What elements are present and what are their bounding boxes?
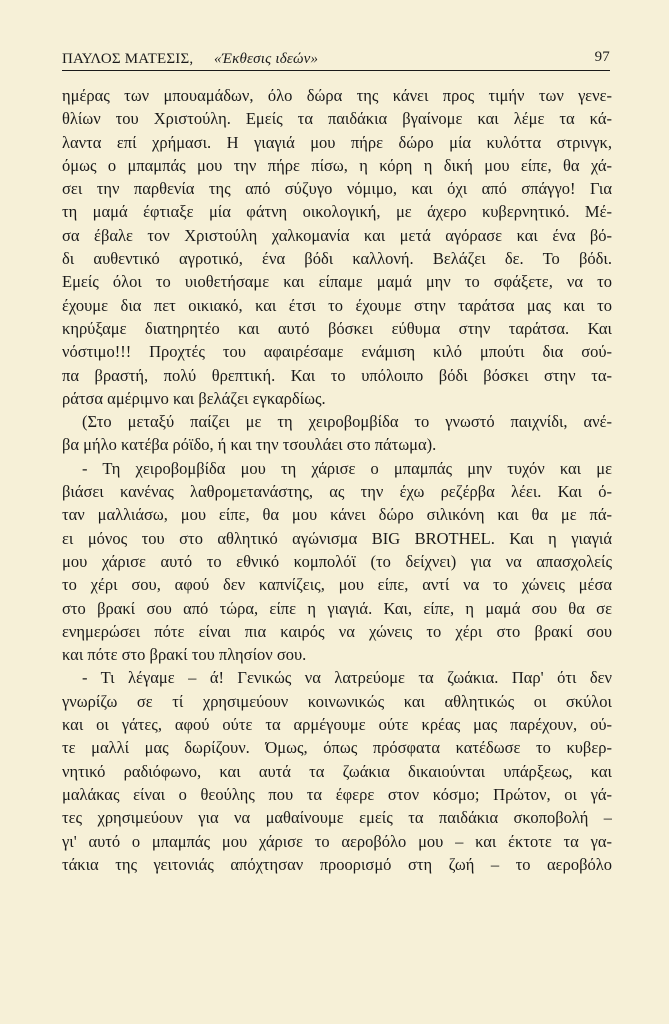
text-line: δι αυθεντικό αγροτικό, ένα βόδι καλλονή. Βελάζει δε. Το βόδι. xyxy=(62,249,612,269)
text-line: - Τι λέγαμε – ά! Γενικώς να λατρεύομε τα ζωάκια. Παρ' ότι δεν xyxy=(82,668,612,688)
text-line: λαντα επί χρήμασι. Η γιαγιά μου πήρε δώρο μία κυλόττα στρινγκ, xyxy=(62,132,612,152)
text-line: και οι γάτες, αφού ούτε τα αρμέγουμε ούτε κρέας μας παρέχουν, ού- xyxy=(62,715,612,735)
text-line: στο βρακί σου από τώρα, είπε η γιαγιά. Και, είπε, η μαμά σου θα σε xyxy=(62,598,612,618)
header-rule xyxy=(62,70,610,71)
page-number: 97 xyxy=(594,49,610,65)
text-line: τε μαλλί μας δωρίζουν. Όμως, όπως πρόσφατα κατέδωσε το κυβερ- xyxy=(62,738,612,758)
text-line: τη μαμά έφτιαξε μία φάτνη οικολογική, με άχερο κυβερνητικό. Μέ- xyxy=(62,202,612,222)
text-line: Εμείς όλοι το υιοθετήσαμε και είπαμε μαμά μην το σφάξετε, να το xyxy=(62,272,612,292)
text-line: νόστιμο!!! Προχτές του αφαιρέσαμε ενάμιση κιλό μπούτι δια σού- xyxy=(62,342,612,362)
text-line: τάκια της γειτονιάς απόχτησαν προορισμό στη ζωή – το αεροβόλο xyxy=(62,854,612,874)
header-book-title: «Έκθεσις ιδεών» xyxy=(214,51,319,67)
text-line: σει την παρθενία της από σύζυγο νόμιμο, και όχι από σπάγγο! Για xyxy=(62,179,612,199)
text-line: έχουμε δια πετ οικιακό, και έτσι το έχουμε στην ταράτσα μας και το xyxy=(62,295,612,315)
body-text xyxy=(62,84,612,876)
text-line: σα έβαλε τον Χριστούλη χαλκομανία και μετά αγόρασε και ένα βό- xyxy=(62,225,612,245)
text-line: ενημερώσει πότε είναι πια καιρός να χώνεις το χέρι στο βρακί σου xyxy=(62,621,612,641)
text-line: μου χάρισε αυτό το εθνικό κομπολόϊ (το δείχνει) για να απασχολείς xyxy=(62,551,612,571)
text-line: κηρύξαμε διατηρητέο και αυτό βόσκει εύθυμα στην ταράτσα. Και xyxy=(62,318,612,338)
text-line: γι' αυτό ο μπαμπάς μου χάρισε το αεροβόλο μου – και έκτοτε τα γα- xyxy=(62,831,612,851)
text-line: και πότε στο βρακί του πλησίον σου. xyxy=(62,645,307,665)
text-line: μαλάκας είναι ο θεούλης που τα έφερε στον κόσμο; Πρώτον, οι γά- xyxy=(62,784,612,804)
text-line: θλίων του Χριστούλη. Εμείς τα παιδάκια βγαίνομε και λέμε τα κά- xyxy=(62,109,612,129)
text-line: όμως ο μπαμπάς μου την πήρε πίσω, η κόρη η δική μου είπε, θα χά- xyxy=(62,155,612,175)
text-line: ταν μαλλιάσω, μου είπε, θα μου κάνει δώρο σιλικόνη και θα με πά- xyxy=(62,505,612,525)
text-line: βιάσει κανένας λαθρομετανάστης, ας την έχω ρεζέρβα λέει. Και ό- xyxy=(62,482,612,502)
text-line: ει μόνος του στο αθλητικό αγώνισμα BIG BROTHEL. Και η γιαγιά xyxy=(62,528,612,548)
text-line: - Τη χειροβομβίδα μου τη χάρισε ο μπαμπάς μην τυχόν και με xyxy=(82,458,612,478)
text-line: γνωρίζω σε τί χρησιμεύουν κοινωνικώς και αθλητικώς οι σκύλοι xyxy=(62,691,612,711)
header-author: ΠΑΥΛΟΣ ΜΑΤΕΣΙΣ, xyxy=(62,51,194,67)
text-line: ημέρας των μπουαμάδων, όλο δώρα της κάνει προς τιμήν των γενε- xyxy=(62,86,612,105)
text-line: νητικό ραδιόφωνο, και αυτά τα ζωάκια δικαιούνται υπάρξεως, και xyxy=(62,761,612,781)
running-header xyxy=(62,49,610,71)
text-line: ράτσα αμέριμνο και βελάζει εγκαρδίως. xyxy=(62,388,326,408)
text-line: (Στο μεταξύ παίζει με τη χειροβομβίδα το γνωστό παιχνίδι, ανέ- xyxy=(82,412,612,432)
text-line: βα μήλο κατέβα ρόϊδο, ή και την τσουλάει στο πάτωμα). xyxy=(62,435,437,455)
text-line: πα βραστή, πολύ θρεπτική. Και το υπόλοιπο βόδι βόσκει στην τα- xyxy=(62,365,612,385)
text-line: το χέρι σου, αφού δεν καπνίζεις, μου είπε, αντί να το χώνεις μέσα xyxy=(62,575,612,595)
text-line: τες χρησιμεύουν για να μαθαίνουμε εμείς τα παιδάκια σκοποβολή – xyxy=(62,808,612,828)
